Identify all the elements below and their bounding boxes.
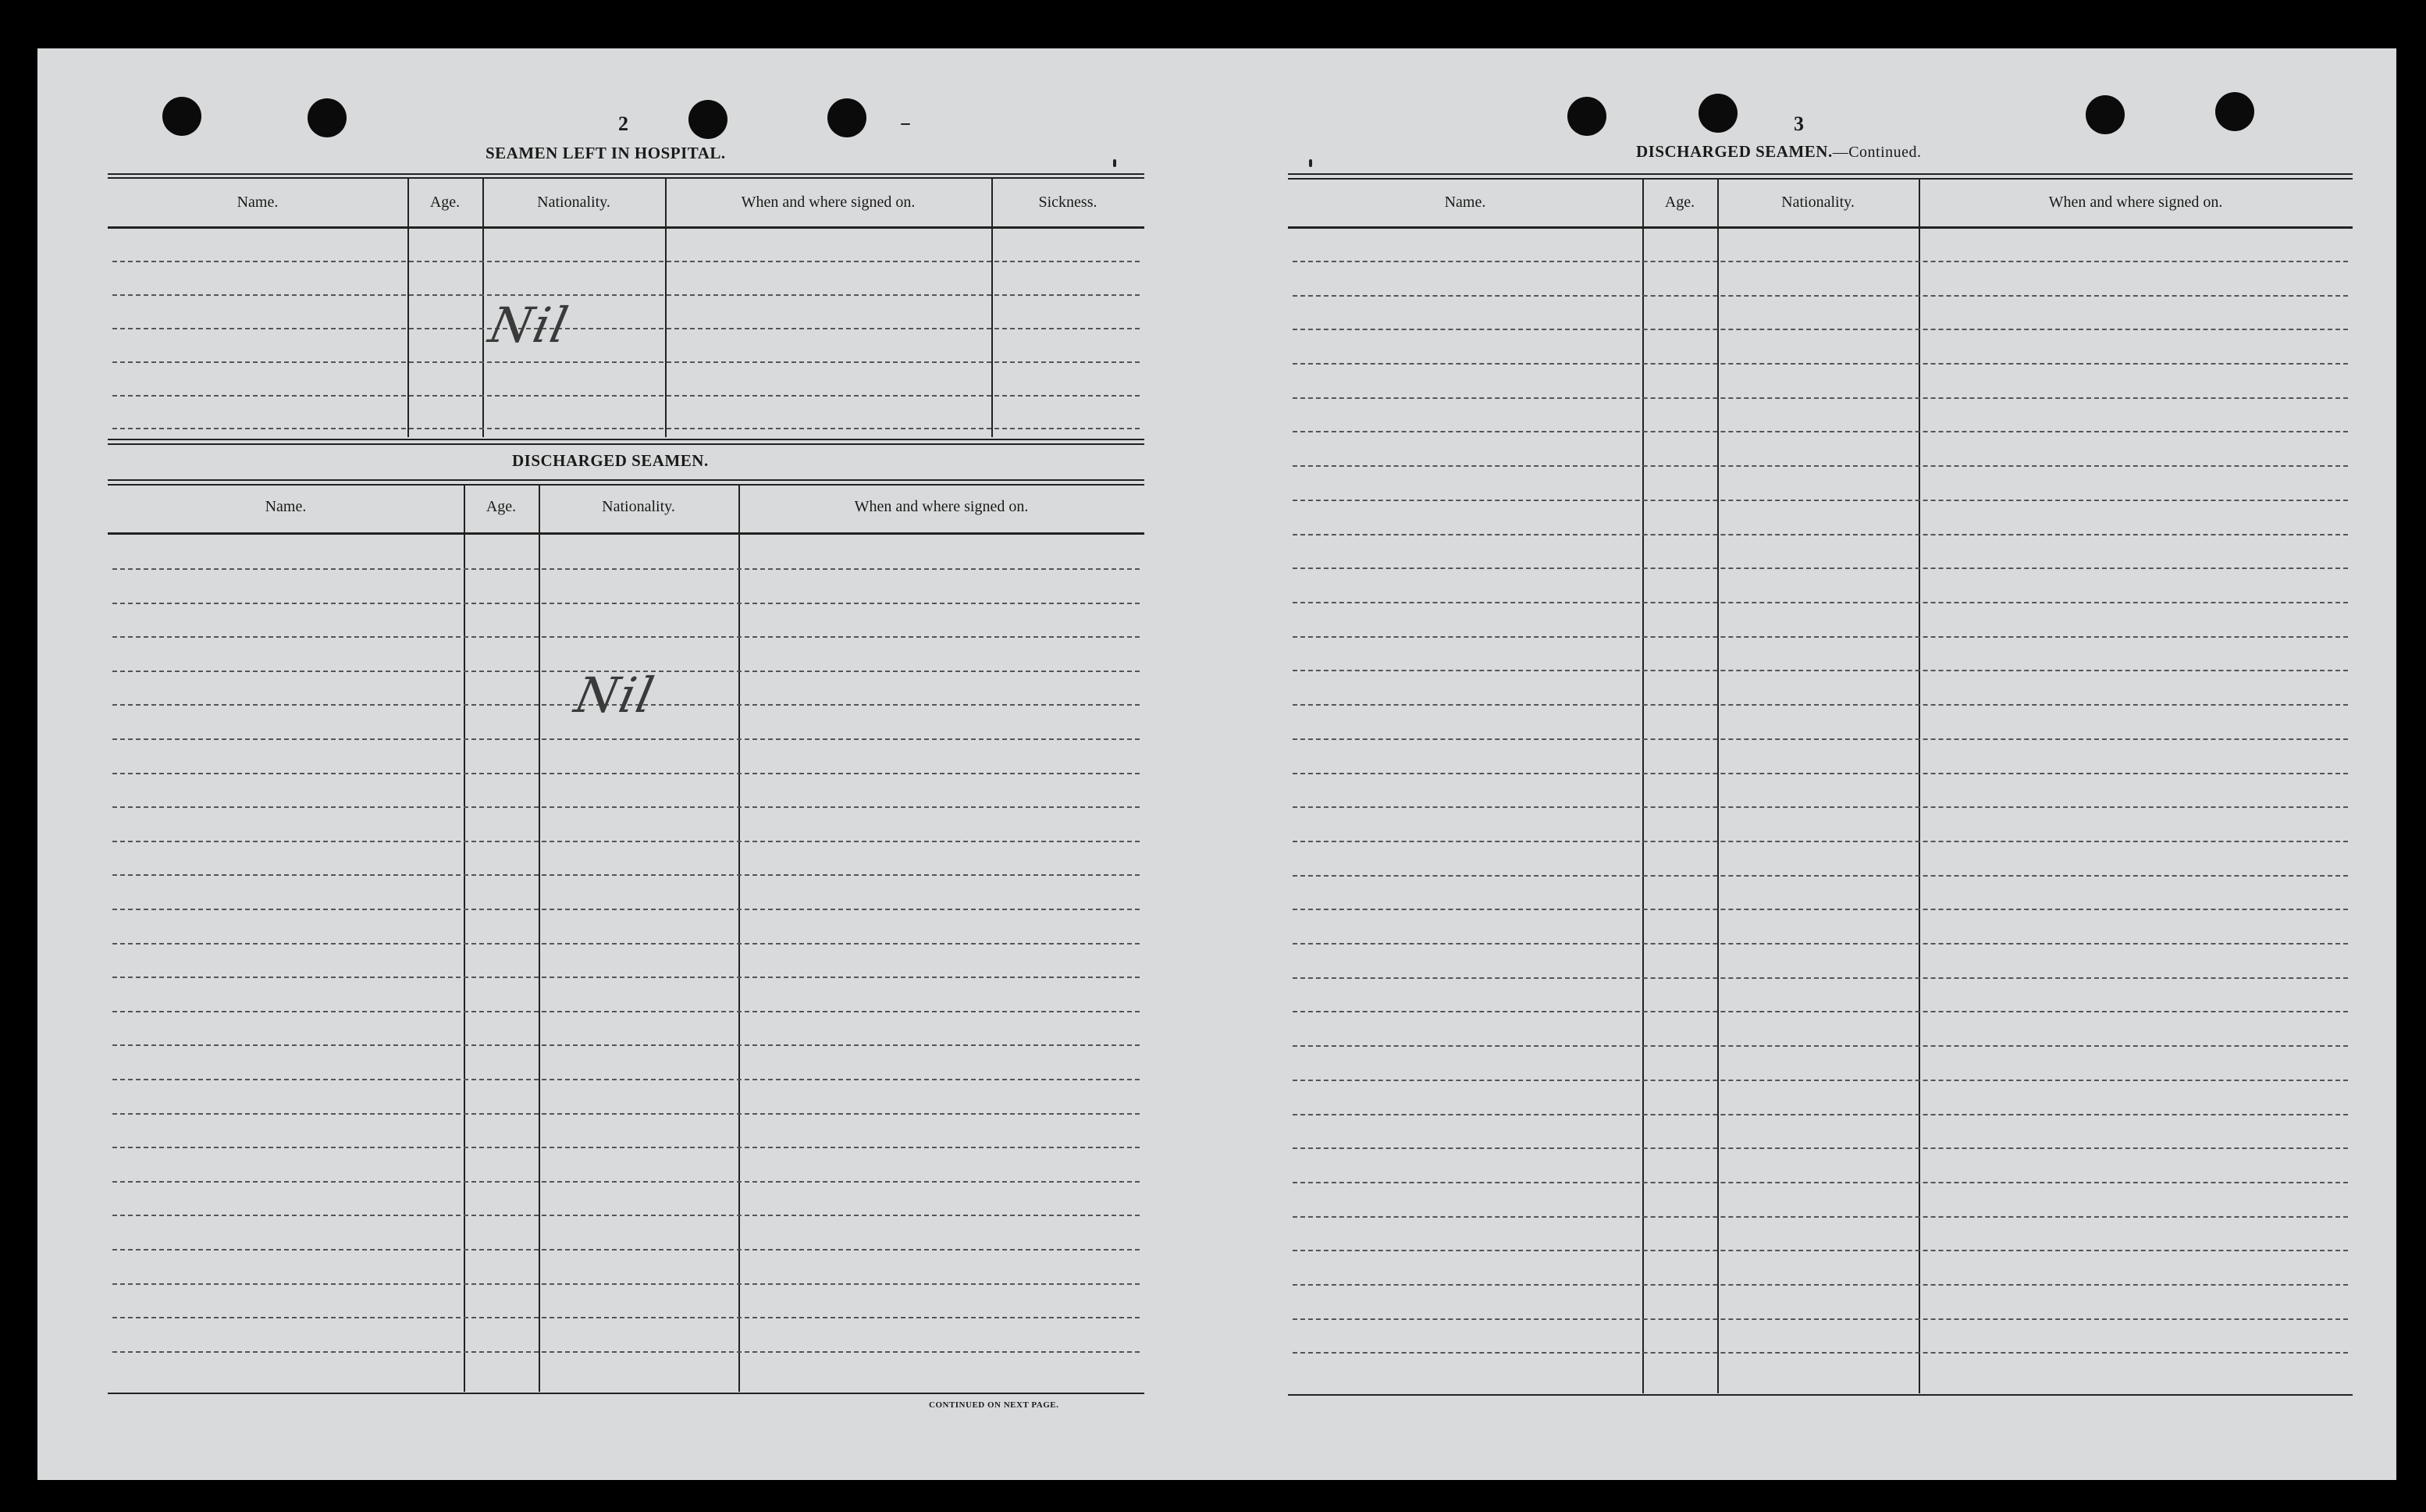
entry-line bbox=[1293, 329, 2348, 330]
table-bottom-rule bbox=[108, 443, 1144, 445]
entry-line bbox=[112, 738, 1140, 740]
entry-line bbox=[112, 874, 1140, 876]
handwritten-nil-discharged: Nil bbox=[570, 667, 660, 724]
entry-line bbox=[1293, 1318, 2348, 1320]
scan-speck bbox=[1113, 159, 1116, 167]
discharged-col-age: Age. bbox=[486, 498, 517, 515]
punch-hole bbox=[2086, 95, 2125, 134]
entry-line bbox=[1293, 704, 2348, 706]
column-divider bbox=[482, 178, 484, 437]
entry-line bbox=[1293, 1114, 2348, 1115]
hospital-col-signed-on: When and where signed on. bbox=[741, 194, 916, 211]
discharged-col-name: Name. bbox=[265, 498, 307, 515]
column-divider bbox=[1642, 179, 1644, 1393]
entry-line bbox=[1293, 636, 2348, 638]
entry-line bbox=[112, 1079, 1140, 1080]
right-title-main: DISCHARGED SEAMEN. bbox=[1636, 142, 1833, 161]
entry-line bbox=[112, 603, 1140, 604]
column-divider bbox=[464, 485, 465, 1392]
entry-line bbox=[112, 636, 1140, 638]
entry-line bbox=[112, 773, 1140, 774]
entry-line bbox=[1293, 1045, 2348, 1047]
table-bottom-rule bbox=[108, 439, 1144, 440]
entry-line bbox=[1293, 670, 2348, 671]
table-bottom-rule bbox=[108, 1393, 1144, 1394]
discharged-section-title: DISCHARGED SEAMEN. bbox=[512, 451, 709, 470]
right-discharged-title bbox=[1636, 142, 1922, 162]
entry-line bbox=[1293, 943, 2348, 945]
entry-line bbox=[1293, 1011, 2348, 1012]
entry-line bbox=[1293, 738, 2348, 740]
column-divider bbox=[1717, 179, 1719, 1393]
right-page-number: 3 bbox=[1794, 112, 1804, 135]
punch-hole bbox=[2215, 92, 2254, 131]
entry-line bbox=[1293, 909, 2348, 910]
entry-line bbox=[112, 1249, 1140, 1251]
entry-line bbox=[112, 261, 1140, 262]
entry-line bbox=[1293, 431, 2348, 432]
entry-line bbox=[112, 568, 1140, 570]
hospital-col-sickness: Sickness. bbox=[1038, 194, 1097, 211]
entry-line bbox=[1293, 1182, 2348, 1183]
discharged-col-nationality: Nationality. bbox=[602, 498, 675, 515]
entry-line bbox=[1293, 1352, 2348, 1354]
entry-line bbox=[1293, 773, 2348, 774]
column-divider bbox=[665, 178, 667, 437]
entry-line bbox=[1293, 806, 2348, 808]
scan-speck bbox=[1309, 159, 1312, 167]
left-page-number: 2 bbox=[618, 112, 628, 135]
column-divider bbox=[539, 485, 540, 1392]
entry-line bbox=[1293, 465, 2348, 467]
entry-line bbox=[112, 943, 1140, 945]
entry-line bbox=[112, 328, 1140, 329]
punch-hole bbox=[162, 97, 201, 136]
entry-line bbox=[1293, 602, 2348, 603]
table-bottom-rule bbox=[1288, 1394, 2353, 1396]
right-col-nationality: Nationality. bbox=[1781, 194, 1855, 211]
entry-line bbox=[112, 1181, 1140, 1183]
column-divider bbox=[1919, 179, 1920, 1393]
entry-line bbox=[112, 1044, 1140, 1046]
entry-line bbox=[112, 1147, 1140, 1148]
entry-line bbox=[1293, 875, 2348, 877]
scan-speck bbox=[901, 123, 910, 125]
entry-line bbox=[112, 395, 1140, 397]
table-top-rule bbox=[108, 173, 1144, 175]
entry-line bbox=[112, 361, 1140, 363]
entry-line bbox=[112, 294, 1140, 296]
right-col-age: Age. bbox=[1664, 194, 1695, 211]
punch-hole bbox=[308, 98, 347, 137]
entry-line bbox=[112, 1113, 1140, 1115]
column-divider bbox=[407, 178, 409, 437]
table-top-rule bbox=[108, 177, 1144, 179]
discharged-col-signed-on: When and where signed on. bbox=[854, 498, 1029, 515]
right-col-signed-on: When and where signed on. bbox=[2048, 194, 2223, 211]
hospital-col-age: Age. bbox=[429, 194, 461, 211]
ledger-sheet bbox=[37, 48, 2396, 1480]
table-top-rule bbox=[1288, 178, 2353, 180]
entry-line bbox=[112, 1317, 1140, 1318]
header-underline bbox=[108, 532, 1144, 535]
continued-footer: CONTINUED ON NEXT PAGE. bbox=[929, 1400, 1059, 1410]
right-title-continued: —Continued. bbox=[1832, 144, 1922, 161]
entry-line bbox=[1293, 1080, 2348, 1081]
entry-line bbox=[1293, 1284, 2348, 1286]
entry-line bbox=[112, 1215, 1140, 1216]
entry-line bbox=[1293, 534, 2348, 535]
table-top-rule bbox=[1288, 173, 2353, 175]
punch-hole bbox=[1699, 94, 1738, 133]
entry-line bbox=[112, 428, 1140, 429]
hospital-section-title: SEAMEN LEFT IN HOSPITAL. bbox=[486, 144, 726, 162]
entry-line bbox=[1293, 841, 2348, 842]
punch-hole bbox=[1567, 97, 1606, 136]
entry-line bbox=[1293, 1216, 2348, 1218]
hospital-col-name: Name. bbox=[237, 194, 279, 211]
entry-line bbox=[1293, 1250, 2348, 1251]
header-underline bbox=[1288, 226, 2353, 229]
punch-hole bbox=[688, 100, 727, 139]
entry-line bbox=[1293, 977, 2348, 979]
hospital-col-nationality: Nationality. bbox=[537, 194, 610, 211]
entry-line bbox=[1293, 1147, 2348, 1149]
column-divider bbox=[738, 485, 740, 1392]
entry-line bbox=[1293, 500, 2348, 501]
header-underline bbox=[108, 226, 1144, 229]
entry-line bbox=[112, 909, 1140, 910]
punch-hole bbox=[827, 98, 866, 137]
entry-line bbox=[1293, 567, 2348, 569]
entry-line bbox=[112, 806, 1140, 808]
column-divider bbox=[991, 178, 993, 437]
entry-line bbox=[1293, 295, 2348, 297]
entry-line bbox=[112, 1351, 1140, 1353]
entry-line bbox=[112, 1283, 1140, 1285]
right-col-name: Name. bbox=[1444, 194, 1486, 211]
handwritten-nil-hospital: Nil bbox=[484, 297, 574, 354]
entry-line bbox=[112, 1011, 1140, 1012]
entry-line bbox=[1293, 363, 2348, 365]
table-top-rule bbox=[108, 484, 1144, 486]
entry-line bbox=[1293, 261, 2348, 262]
entry-line bbox=[112, 977, 1140, 978]
table-top-rule bbox=[108, 479, 1144, 481]
entry-line bbox=[112, 841, 1140, 842]
entry-line bbox=[1293, 397, 2348, 399]
